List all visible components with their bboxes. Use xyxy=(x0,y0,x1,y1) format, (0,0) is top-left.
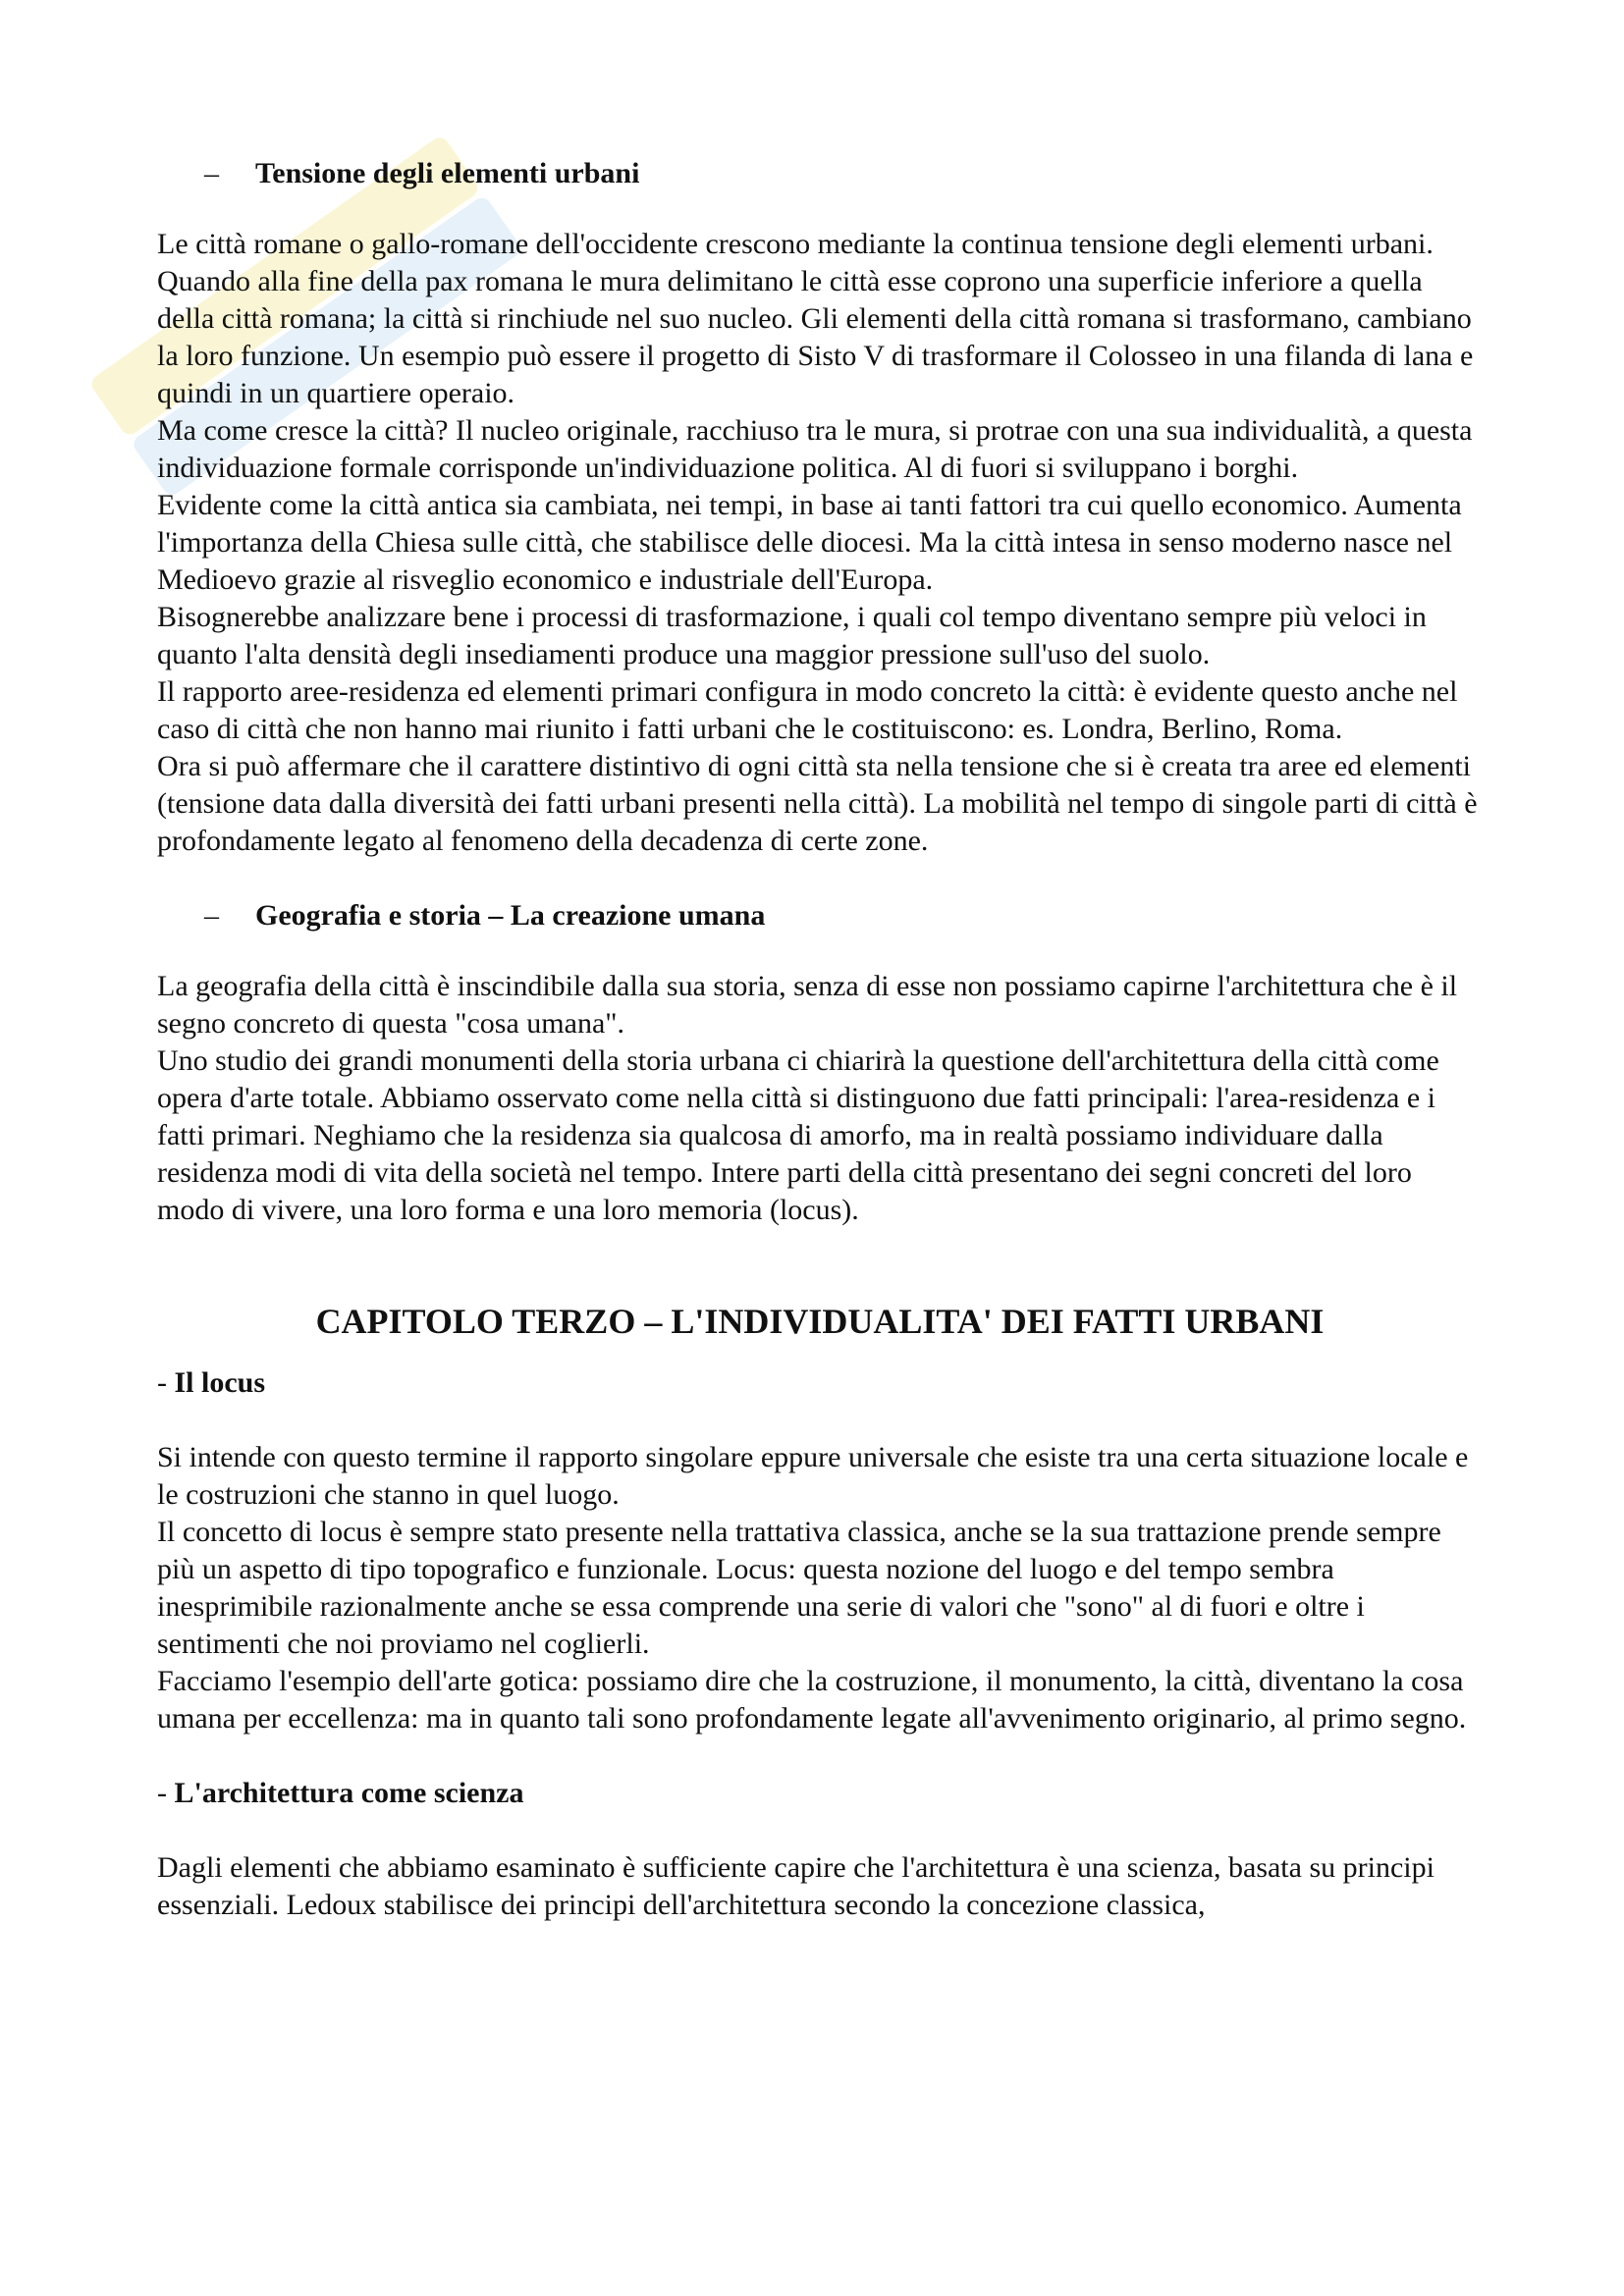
paragraph: Dagli elementi che abbiamo esaminato è sufficiente capire che l'architettura è una scienza, basata su principi essenziali. Ledoux stabilisce dei principi dell'architettura secondo la concezione classica, xyxy=(157,1851,1435,1921)
section-heading-locus xyxy=(157,1364,1483,1402)
paragraph: Il concetto di locus è sempre stato presente nella trattativa classica, anche se la sua trattazione prende sempre più un aspetto di tipo topografico e funzionale. Locus: questa nozione del luogo e del tempo sembra inesprimibile razionalmente anche se essa comprende una serie di valori che "sono" al di fuori e oltre i sentimenti che noi proviamo nel coglierli. xyxy=(157,1516,1441,1660)
paragraph: La geografia della città è inscindibile dalla sua storia, senza di esse non possiamo capirne l'architettura che è il segno concreto di questa "cosa umana". xyxy=(157,970,1458,1040)
section-body-locus xyxy=(157,1439,1483,1737)
paragraph: Evidente come la città antica sia cambiata, nei tempi, in base ai tanti fattori tra cui quello economico. Aumenta l'importanza della Chiesa sulle città, che stabilisce delle diocesi. Ma la città intesa in senso moderno nasce nel Medioevo grazie al risveglio economico e industriale dell'Europa. xyxy=(157,489,1462,596)
paragraph: Si intende con questo termine il rapporto singolare eppure universale che esiste tra una certa situazione locale e le costruzioni che stanno in quel luogo. xyxy=(157,1441,1469,1511)
section-body-geografia xyxy=(157,968,1483,1229)
heading-text: Geografia e storia – La creazione umana xyxy=(255,899,766,932)
section-body-architettura xyxy=(157,1849,1483,1924)
section-heading-geografia xyxy=(157,897,1483,934)
paragraph: Le città romane o gallo-romane dell'occidente crescono mediante la continua tensione degli elementi urbani. Quando alla fine della pax romana le mura delimitano le città esse coprono una superficie inferiore a quella della città romana; la città si rinchiude nel suo nucleo. Gli elementi della città romana si trasformano, cambiano la loro funzione. Un esempio può essere il progetto di Sisto V di trasformare il Colosseo in una filanda di lana e quindi in un quartiere operaio. xyxy=(157,228,1474,409)
section-heading-tensione xyxy=(157,155,1483,192)
section-heading-architettura xyxy=(157,1775,1483,1812)
chapter-title: CAPITOLO TERZO – L'INDIVIDUALITA' DEI FATTI URBANI xyxy=(315,1302,1325,1341)
document-content xyxy=(157,155,1483,1924)
paragraph: Uno studio dei grandi monumenti della storia urbana ci chiarirà la questione dell'architettura della città come opera d'arte totale. Abbiamo osservato come nella città si distinguono due fatti principali: l'area-residenza e i fatti primari. Neghiamo che la residenza sia qualcosa di amorfo, ma in realtà possiamo individuare dalla residenza modi di vita della società nel tempo. Intere parti della città presentano dei segni concreti del loro modo di vivere, una loro forma e una loro memoria (locus). xyxy=(157,1044,1439,1226)
section-body-tensione xyxy=(157,226,1483,860)
paragraph: Bisognerebbe analizzare bene i processi di trasformazione, i quali col tempo diventano sempre più veloci in quanto l'alta densità degli insediamenti produce una maggior pressione sull'uso del suolo. xyxy=(157,601,1427,670)
heading-prefix: - xyxy=(157,1777,175,1809)
heading-text: L'architettura come scienza xyxy=(174,1777,524,1809)
heading-text: Il locus xyxy=(174,1366,266,1399)
paragraph: Il rapporto aree-residenza ed elementi primari configura in modo concreto la città: è evidente questo anche nel caso di città che non hanno mai riunito i fatti urbani che le costituiscono: es. Londra, Berlino, Roma. xyxy=(157,675,1458,745)
paragraph: Ora si può affermare che il carattere distintivo di ogni città sta nella tensione che si è creata tra aree ed elementi (tensione data dalla diversità dei fatti urbani presenti nella città). La mobilità nel tempo di singole parti di città è profondamente legato al fenomeno della decadenza di certe zone. xyxy=(157,750,1478,857)
heading-dash: – xyxy=(204,157,219,189)
heading-dash: – xyxy=(204,899,219,932)
paragraph: Ma come cresce la città? Il nucleo originale, racchiuso tra le mura, si protrae con una sua individualità, a questa individuazione formale corrisponde un'individuazione politica. Al di fuori si sviluppano i borghi. xyxy=(157,414,1473,484)
heading-prefix: - xyxy=(157,1366,175,1399)
heading-text: Tensione degli elementi urbani xyxy=(255,157,640,189)
paragraph: Facciamo l'esempio dell'arte gotica: possiamo dire che la costruzione, il monumento, la città, diventano la cosa umana per eccellenza: ma in quanto tali sono profondamente legate all'avvenimento originario, al primo segno. xyxy=(157,1665,1467,1735)
